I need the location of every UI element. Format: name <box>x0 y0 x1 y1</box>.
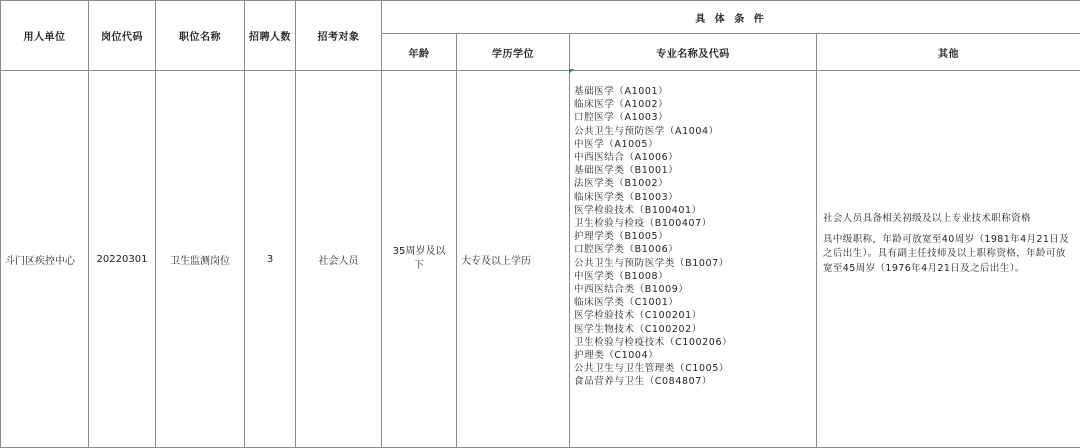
cell-post-code: 20220301 <box>89 71 156 448</box>
major-item: 公共卫生与预防医学类（B1007） <box>574 257 816 270</box>
major-item: 基础医学类（B1001） <box>574 164 816 177</box>
major-item: 中西医结合（A1006） <box>574 151 816 164</box>
cell-post-name: 卫生监测岗位 <box>156 71 245 448</box>
header-hiring-count: 招聘人数 <box>245 1 296 71</box>
cell-age: 35周岁及以下 <box>382 71 457 448</box>
major-item: 护理类（C1004） <box>574 349 816 362</box>
major-item: 公共卫生与卫生管理类（C1005） <box>574 362 816 375</box>
cell-hiring-count: 3 <box>245 71 296 448</box>
major-item: 临床医学类（B1003） <box>574 191 816 204</box>
cell-comment-marker <box>569 69 574 74</box>
major-item: 卫生检验与检疫（B100407） <box>574 217 816 230</box>
major-item: 中医学（A1005） <box>574 138 816 151</box>
header-majors: 专业名称及代码 <box>570 34 817 71</box>
major-item: 护理学类（B1005） <box>574 230 816 243</box>
cell-employer: 斗门区疾控中心 <box>1 71 89 448</box>
major-item: 临床医学（A1002） <box>574 98 816 111</box>
major-item: 口腔医学（A1003） <box>574 111 816 124</box>
major-item: 卫生检验与检疫技术（C100206） <box>574 336 816 349</box>
header-applicants: 招考对象 <box>296 1 382 71</box>
major-item: 中西医结合类（B1009） <box>574 283 816 296</box>
header-age: 年龄 <box>382 34 457 71</box>
major-item: 临床医学类（C1001） <box>574 296 816 309</box>
major-item: 基础医学（A1001） <box>574 85 816 98</box>
header-education: 学历学位 <box>457 34 570 71</box>
major-item: 食品营养与卫生（C084807） <box>574 375 816 388</box>
cell-applicants: 社会人员 <box>296 71 382 448</box>
major-item: 医学检验技术（B100401） <box>574 204 816 217</box>
header-conditions: 具 体 条 件 <box>382 1 1080 34</box>
other-line-1: 社会人员具备相关初级及以上专业技术职称资格 <box>823 212 1072 227</box>
major-item: 法医学类（B1002） <box>574 177 816 190</box>
major-item: 医学生物技术（C100202） <box>574 323 816 336</box>
major-item: 公共卫生与预防医学（A1004） <box>574 125 816 138</box>
cell-education: 大专及以上学历 <box>457 71 570 448</box>
major-item: 中医学类（B1008） <box>574 270 816 283</box>
header-other: 其他 <box>817 34 1080 71</box>
other-line-2: 具中级职称，年龄可放宽至40周岁（1981年4月21日及之后出生）。具有副主任技师及以上职称资格，年龄可放宽至45周岁（1976年4月21日及之后出生）。 <box>823 233 1072 277</box>
major-item: 医学检验技术（C100201） <box>574 309 816 322</box>
cell-majors <box>570 71 817 448</box>
header-post-code: 岗位代码 <box>89 1 156 71</box>
cell-other <box>817 71 1080 448</box>
header-post-name: 职位名称 <box>156 1 245 71</box>
major-item: 口腔医学类（B1006） <box>574 243 816 256</box>
header-employer: 用人单位 <box>1 1 89 71</box>
majors-list <box>574 85 816 389</box>
table-row <box>1 71 1080 448</box>
